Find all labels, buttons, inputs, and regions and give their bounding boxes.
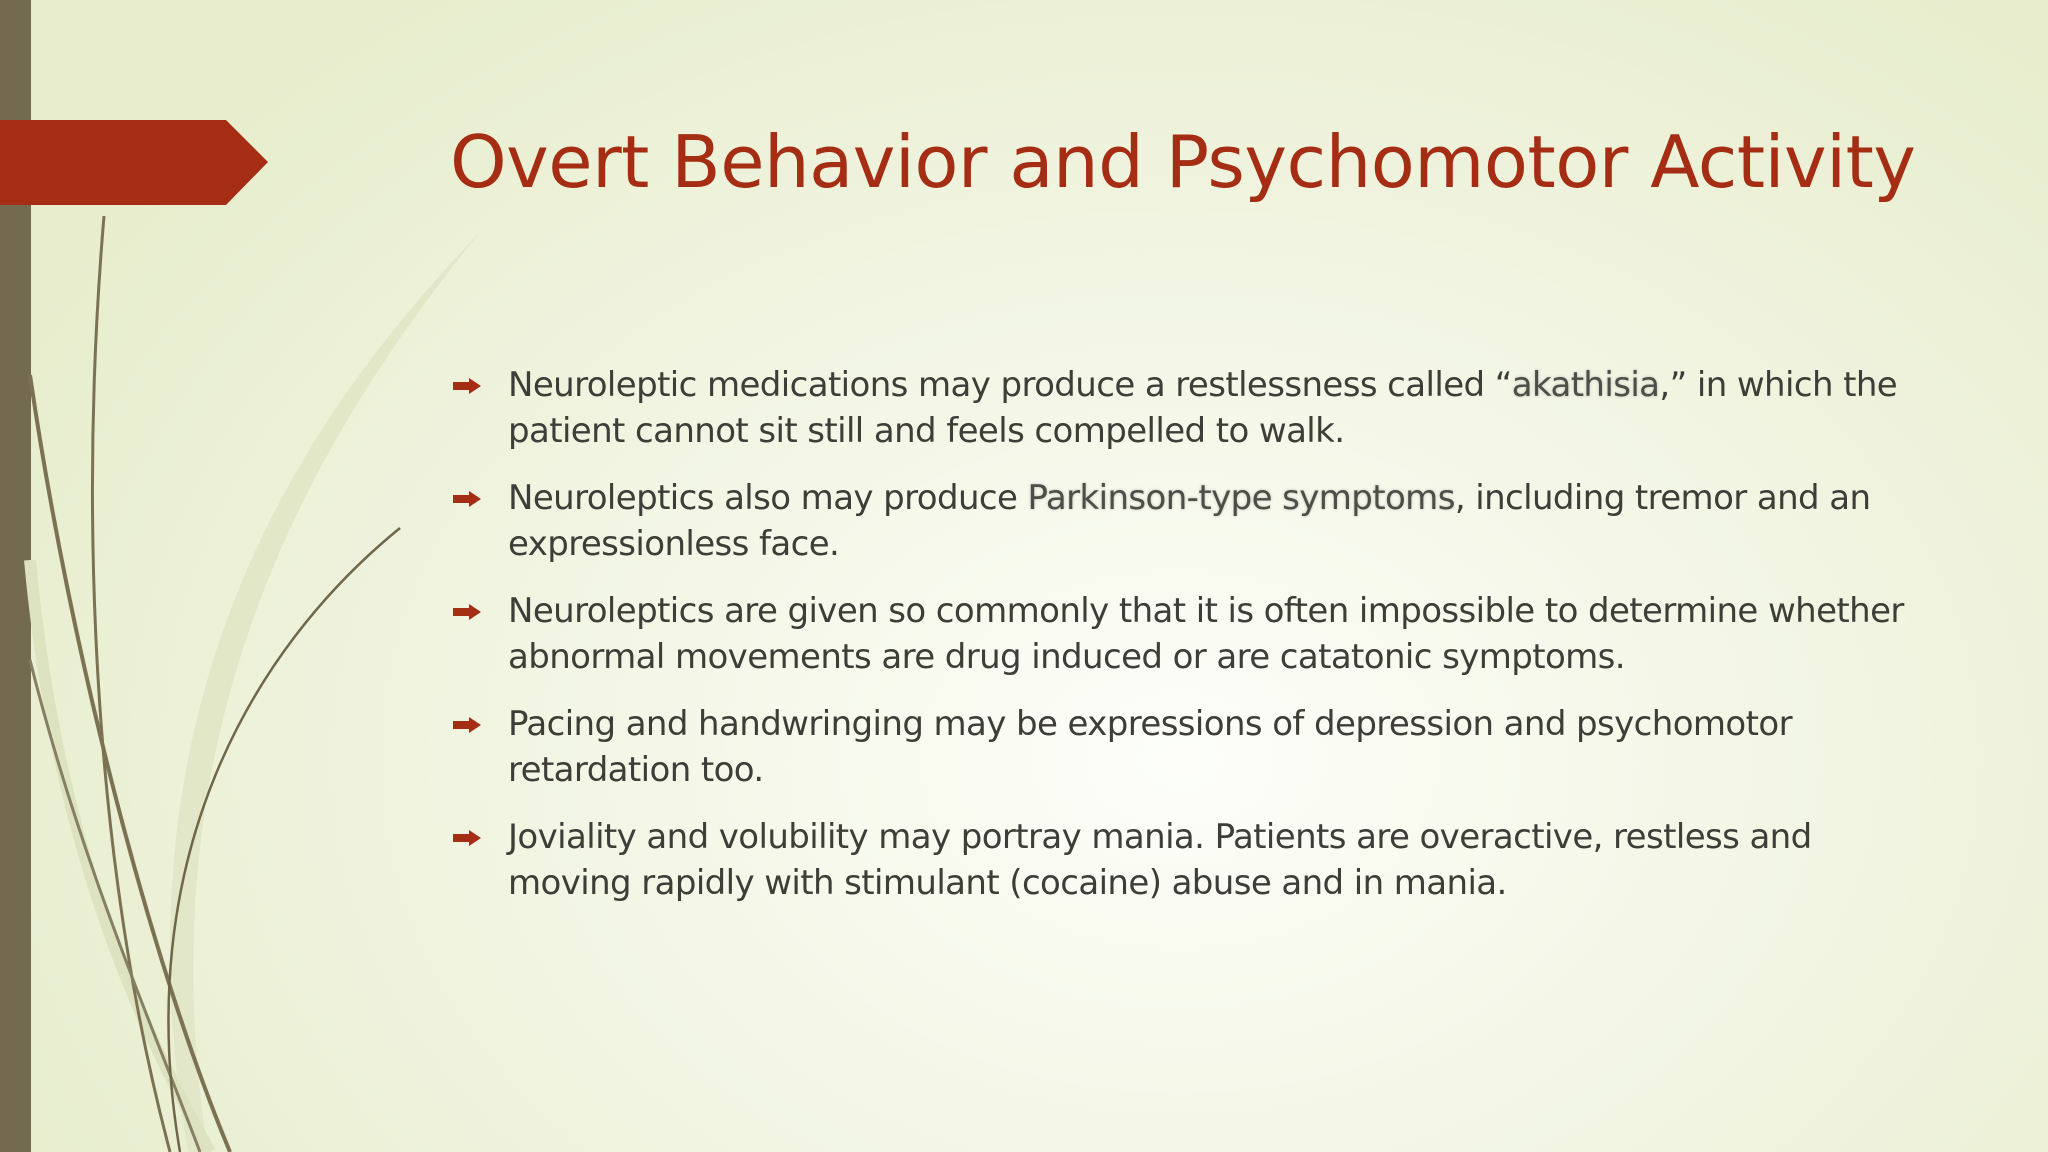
bullet-text: Neuroleptic medications may produce a restlessness called “ <box>508 365 1512 405</box>
bullet-text: , including tremor and an expressionless face. <box>508 478 1871 564</box>
highlighted-term: akathisia <box>1511 365 1660 405</box>
title-arrow-tab <box>0 120 268 205</box>
bullet-item <box>450 362 1920 454</box>
bullet-item <box>450 814 1920 906</box>
bullet-text: Joviality and volubility may portray mania. Patients are overactive, restless and moving rapidly with stimulant (cocaine) abuse and in mania. <box>508 817 1812 903</box>
bullet-text: ,” in which the patient cannot sit still and feels compelled to walk. <box>508 365 1898 451</box>
bullet-text: Neuroleptics are given so commonly that it is often impossible to determine whether abnormal movements are drug induced or are catatonic symptoms. <box>508 591 1904 677</box>
bullet-text: Neuroleptics also may produce <box>508 478 1028 518</box>
highlighted-term: Parkinson-type symptoms <box>1027 478 1455 518</box>
right-arrow-bullet-icon <box>453 378 481 394</box>
right-arrow-bullet-icon <box>453 604 481 620</box>
right-arrow-bullet-icon <box>453 491 481 507</box>
right-arrow-bullet-icon <box>453 717 481 733</box>
swoosh-curve-1 <box>93 216 170 1152</box>
slide-title: Overt Behavior and Psychomotor Activity <box>450 120 1916 204</box>
swoosh-curve-4 <box>168 528 400 1152</box>
swoosh-faint-curve <box>170 232 480 1152</box>
bullet-list <box>450 362 1920 927</box>
right-arrow-bullet-icon <box>453 830 481 846</box>
bullet-item <box>450 588 1920 680</box>
bullet-item <box>450 475 1920 567</box>
bullet-item <box>450 701 1920 793</box>
bullet-text: Pacing and handwringing may be expressions of depression and psychomotor retardation too. <box>508 704 1792 790</box>
